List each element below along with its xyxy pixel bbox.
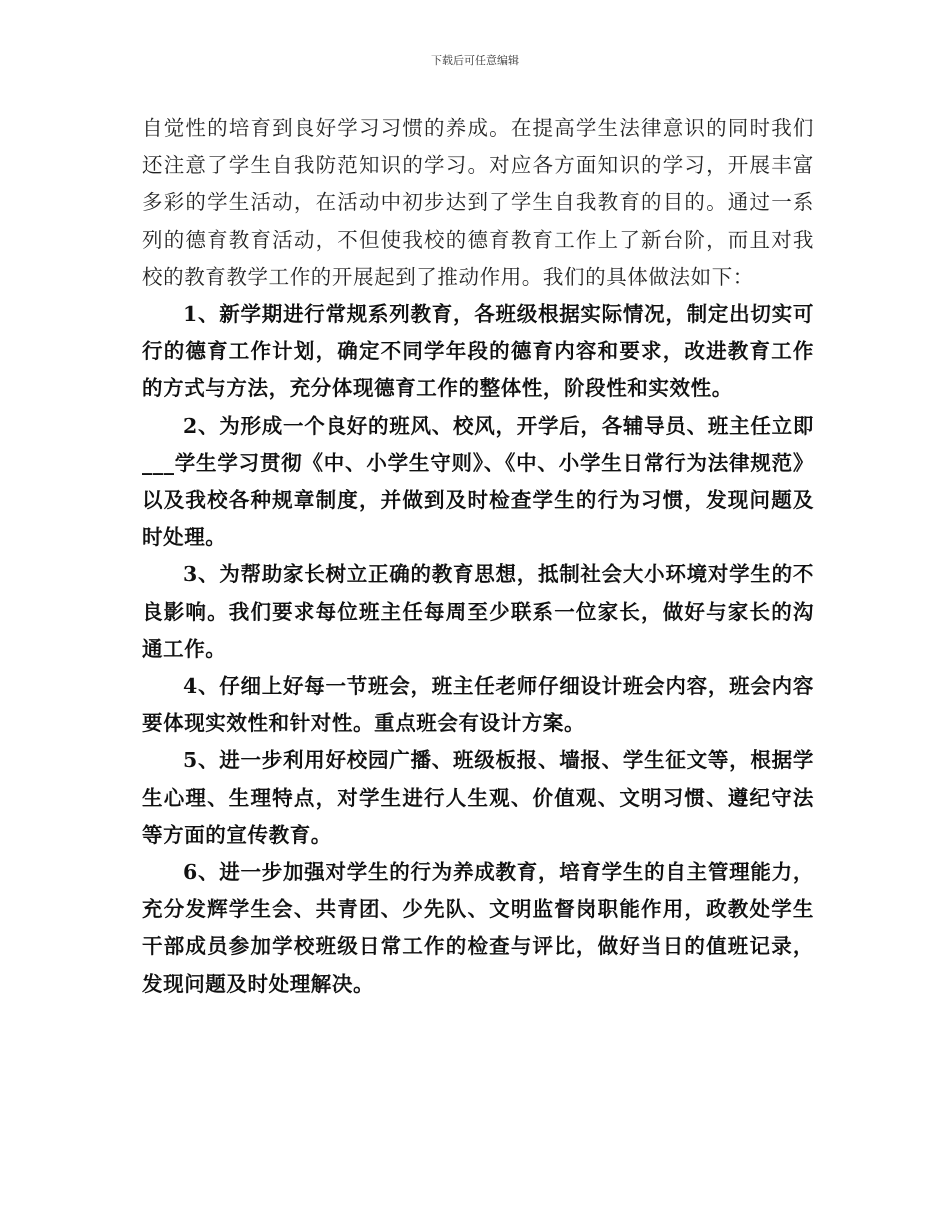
intro-paragraph: 自觉性的培育到良好学习习惯的养成。在提高学生法律意识的同时我们还注意了学生自我防范知识的学习。对应各方面知识的学习，开展丰富多彩的学生活动，在活动中初步达到了学生自我教育的目的。通过一系列的德育教育活动，不但使我校的德育教育工作上了新台阶，而且对我校的教育教学工作的开展起到了推动作用。我们的具体做法如下：: [142, 116, 814, 289]
page-header-note: 下载后可任意编辑: [431, 54, 519, 67]
document-body: [142, 110, 814, 1003]
list-item: 3、为帮助家长树立正确的教育思想，抵制社会大小环境对学生的不良影响。我们要求每位班主任每周至少联系一位家长，做好与家长的沟通工作。: [142, 562, 814, 661]
list-item: 5、进一步利用好校园广播、班级板报、墙报、学生征文等，根据学生心理、生理特点，对学生进行人生观、价值观、文明习惯、遵纪守法等方面的宣传教育。: [142, 748, 814, 847]
list-item: 6、进一步加强对学生的行为养成教育，培育学生的自主管理能力，充分发辉学生会、共青团、少先队、文明监督岗职能作用，政教处学生干部成员参加学校班级日常工作的检查与评比，做好当日的值班记录，发现问题及时处理解决。: [142, 860, 814, 996]
list-item: 1、新学期进行常规系列教育，各班级根据实际情况，制定出切实可行的德育工作计划，确定不同学年段的德育内容和要求，改进教育工作的方式与方法，充分体现德育工作的整体性，阶段性和实效性。: [142, 302, 814, 401]
list-item: 2、为形成一个良好的班风、校风，开学后，各辅导员、班主任立即___学生学习贯彻《中、小学生守则》、《中、小学生日常行为法律规范》以及我校各种规章制度，并做到及时检查学生的行为习惯，发现问题及时处理。: [142, 413, 814, 550]
list-item: 4、仔细上好每一节班会，班主任老师仔细设计班会内容，班会内容要体现实效性和针对性。重点班会有设计方案。: [142, 674, 814, 736]
